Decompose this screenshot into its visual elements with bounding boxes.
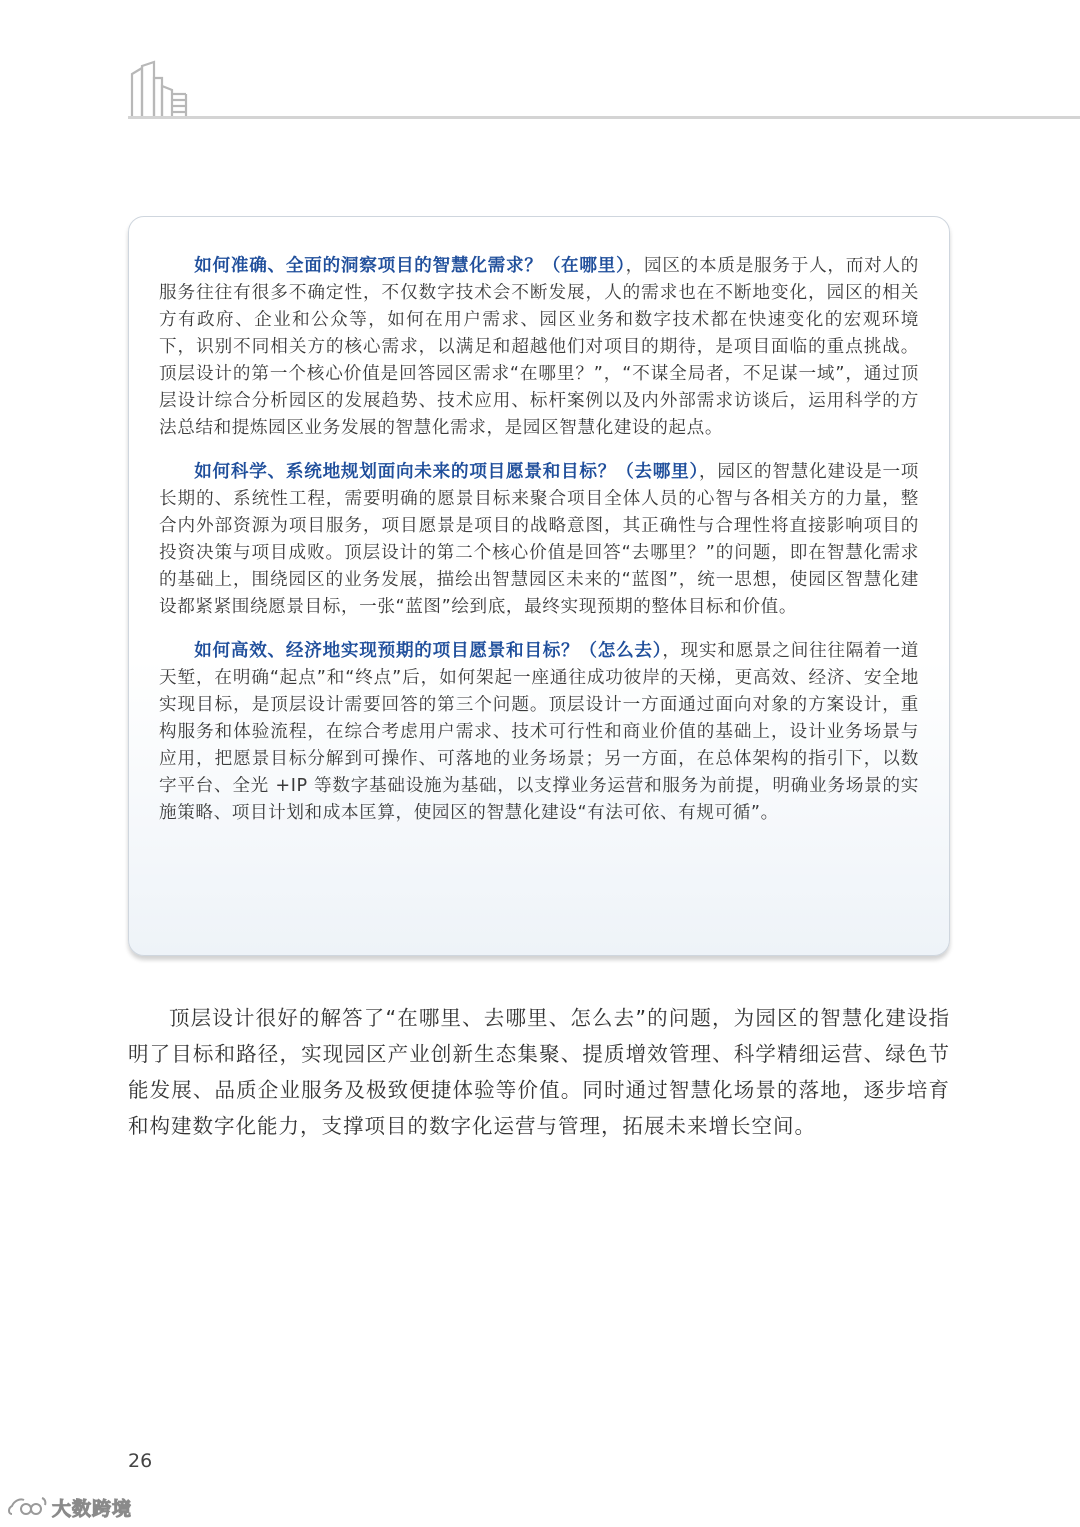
callout-paragraph-how-to-go [159,638,919,827]
body-paragraph: 顶层设计很好的解答了“在哪里、去哪里、怎么去”的问题，为园区的智慧化建设指明了目标和路径，实现园区产业创新生态集聚、提质增效管理、科学精细运营、绿色节能发展、品质企业服务及极致便捷体验等价值。同时通过智慧化场景的落地，逐步培育和构建数字化能力，支撑项目的数字化运营与管理，拓展未来增长空间。 [128,1006,950,1138]
callout-answer: ，现实和愿景之间往往隔着一道天堑，在明确“起点”和“终点”后，如何架起一座通往成功彼岸的天梯，更高效、经济、安全地实现目标，是顶层设计需要回答的第三个问题。顶层设计一方面通过面向对象的方案设计，重构服务和体验流程，在综合考虑用户需求、技术可行性和商业价值的基础上，设计业务场景与应用，把愿景目标分解到可操作、可落地的业务场景；另一方面，在总体架构的指引下，以数字平台、全光 +IP 等数字基础设施为基础，以支撑业务运营和服务为前提，明确业务场景的实施策略、项目计划和成本匡算，使园区的智慧化建设“有法可依、有规可循”。 [159,641,919,823]
watermark [6,1492,146,1522]
header-divider [128,116,1080,119]
callout-paragraph-where [159,253,919,442]
callout-box [128,216,950,956]
callout-paragraph-where-to-go [159,459,919,621]
building-outline-icon [128,60,190,118]
callout-question: 如何高效、经济地实现预期的项目愿景和目标？（怎么去） [194,641,663,661]
page-number: 26 [128,1450,153,1472]
watermark-text: 大数跨境 [52,1497,133,1520]
callout-question: 如何科学、系统地规划面向未来的项目愿景和目标？（去哪里） [194,462,700,482]
weibo-logo-icon [6,1492,48,1522]
callout-answer: ，园区的智慧化建设是一项长期的、系统性工程，需要明确的愿景目标来聚合项目全体人员的心智与各相关方的力量，整合内外部资源为项目服务，项目愿景是项目的战略意图，其正确性与合理性将直接影响项目的投资决策与项目成败。顶层设计的第二个核心价值是回答“去哪里？”的问题，即在智慧化需求的基础上，围绕园区的业务发展，描绘出智慧园区未来的“蓝图”，统一思想，使园区智慧化建设都紧紧围绕愿景目标，一张“蓝图”绘到底，最终实现预期的整体目标和价值。 [159,462,919,617]
callout-question: 如何准确、全面的洞察项目的智慧化需求？（在哪里） [194,256,626,276]
callout-answer: ，园区的本质是服务于人，而对人的服务往往有很多不确定性，不仅数字技术会不断发展，人的需求也在不断地变化，园区的相关方有政府、企业和公众等，如何在用户需求、园区业务和数字技术都在快速变化的宏观环境下，识别不同相关方的核心需求，以满足和超越他们对项目的期待，是项目面临的重点挑战。顶层设计的第一个核心价值是回答园区需求“在哪里？”，“不谋全局者，不足谋一域”，通过顶层设计综合分析园区的发展趋势、技术应用、标杆案例以及内外部需求访谈后，运用科学的方法总结和提炼园区业务发展的智慧化需求，是园区智慧化建设的起点。 [159,256,919,438]
